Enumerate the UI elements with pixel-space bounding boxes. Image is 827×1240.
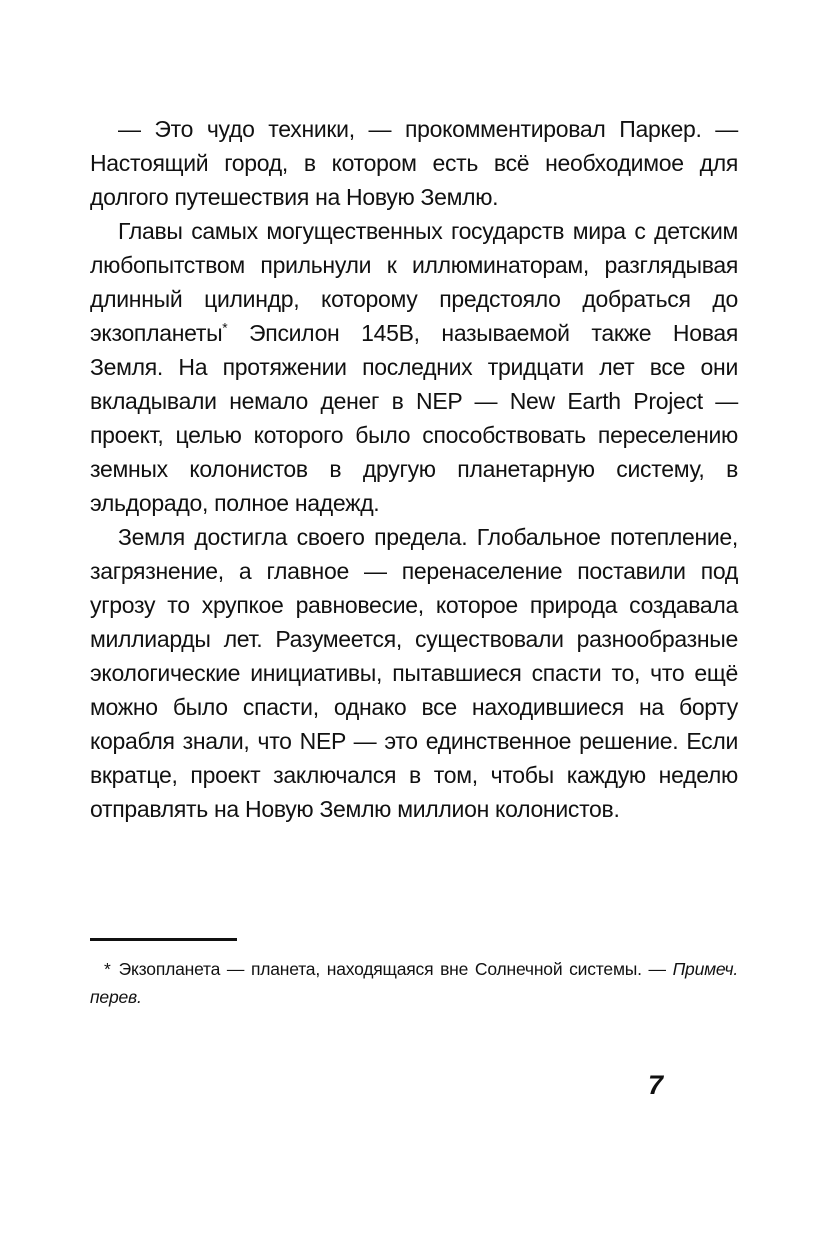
footnote-text: [90, 955, 738, 1011]
footnote-marker: *: [104, 959, 111, 979]
paragraph-exposition: [90, 520, 738, 826]
footnote-reference-marker: *: [222, 320, 228, 336]
paragraph-text: Главы самых могущественных государств мира с детским любопытством прильнули к иллюминаторам, разглядывая длинный цилиндр, которому предстояло добраться до экзопланеты: [90, 218, 738, 346]
paragraph-dialogue: [90, 112, 738, 214]
body-text: [90, 112, 738, 826]
paragraph-exposition: [90, 214, 738, 520]
paragraph-text: — Это чудо техники, — прокомментировал Паркер. — Настоящий город, в котором есть всё необходимое для долгого путешествия на Новую Землю.: [90, 116, 738, 210]
paragraph-text: Эпсилон 145B, называемой также Новая Земля. На протяжении последних тридцати лет все они вкладывали немало денег в NEP — New Earth Project — проект, целью которого было способствовать переселению земных колонистов в другую планетарную систему, в эльдорадо, полное надежд.: [90, 320, 738, 516]
page-number: 7: [648, 1070, 664, 1100]
footnote-block: [90, 938, 738, 1011]
footnote-divider: [90, 938, 237, 941]
paragraph-text: Земля достигла своего предела. Глобальное потепление, загрязнение, а главное — перенаселение поставили под угрозу то хрупкое равновесие, которое природа создавала миллиарды лет. Разумеется, существовали разнообразные экологические инициативы, пытавшиеся спасти то, что ещё можно было спасти, однако все находившиеся на борту корабля знали, что NEP — это единственное решение. Если вкратце, проект заключался в том, чтобы каждую неделю отправлять на Новую Землю миллион колонистов.: [90, 524, 738, 822]
footnote-body: Экзопланета — планета, находящаяся вне Солнечной системы. —: [118, 959, 666, 979]
footnote-attribution: Примеч. перев.: [90, 959, 738, 1007]
